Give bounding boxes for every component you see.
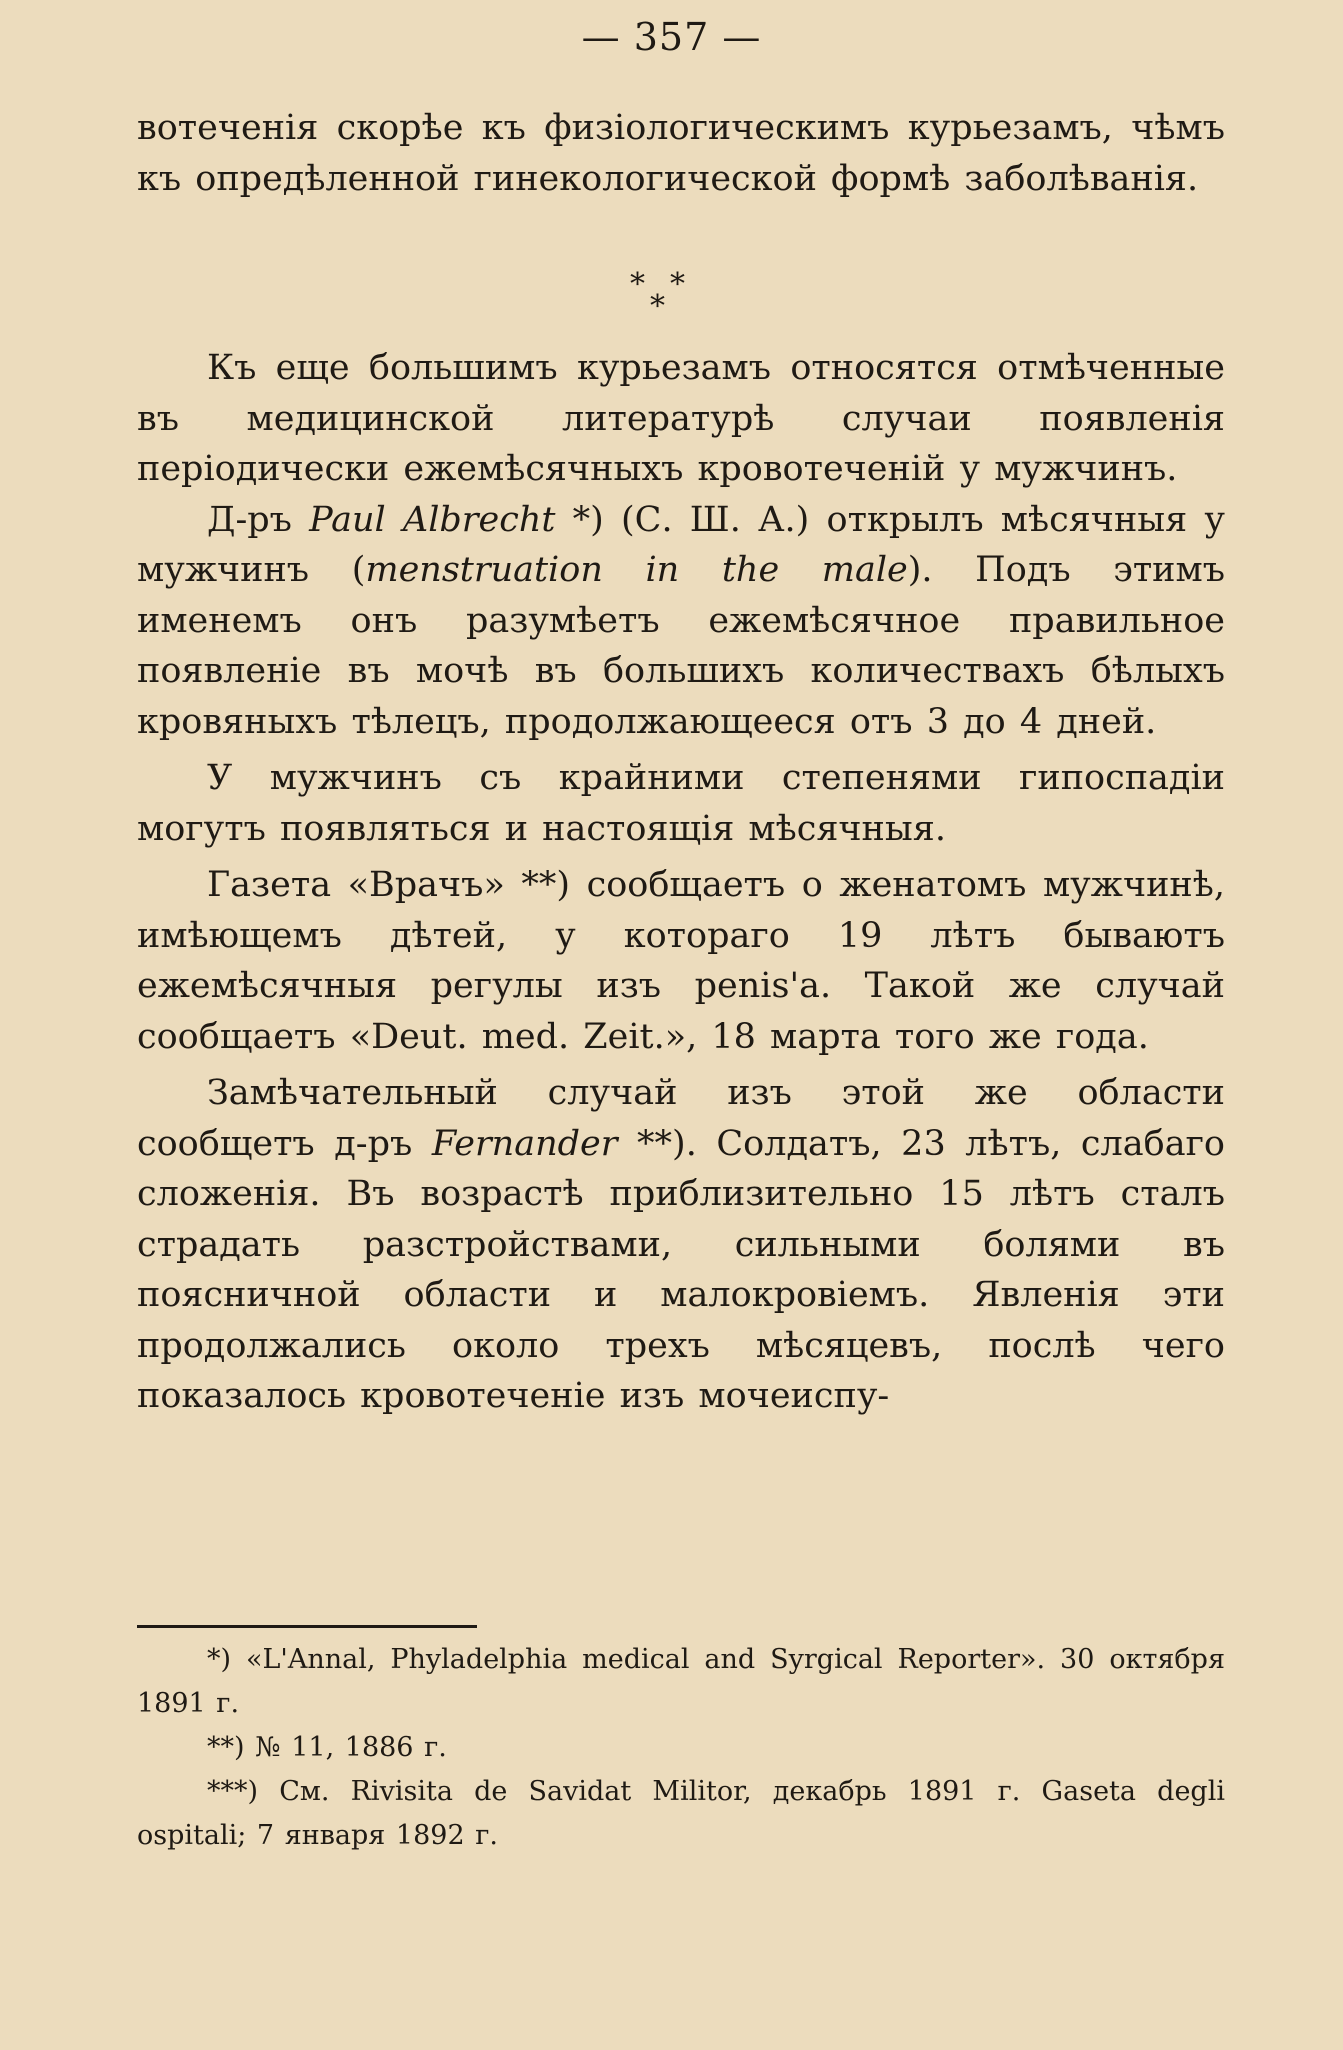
paragraph-3: У мужчинъ съ крайними степенями гипоспадіи могутъ появляться и настоящія мѣсячныя. (137, 758, 1225, 849)
footnote-1: *) «L'Annal, Phyladelphia medical and Syrgical Reporter». 30 октября 1891 г. (137, 1644, 1225, 1719)
author-name-fernander: Fernander (431, 1123, 618, 1164)
footnote-divider (137, 1625, 477, 1628)
footnote-3: ***) См. Rivisita de Savidat Militor, декабрь 1891 г. Gaseta degli ospitali; 7 января 1892 г. (137, 1776, 1225, 1851)
paragraph-5-start: Замѣчательный случай изъ этой же области сообщетъ д-ръ (137, 1073, 1225, 1164)
paragraph-5-end: **). Солдатъ, 23 лѣтъ, слабаго сложенія. Въ возрастѣ приблизительно 15 лѣтъ сталъ страдать разстройствами, сильными болями въ поясничной области и малокровіемъ. Явленія эти продолжались около трехъ мѣсяцевъ, послѣ чего показалось кровотеченіе изъ мочеиспу- (137, 1123, 1225, 1416)
paragraph-2-mid: *) (С. Ш. А.) открылъ мѣсячныя у мужчинъ ( (137, 499, 1225, 590)
paragraph-2-end: ). Подъ этимъ именемъ онъ разумѣетъ ежемѣсячное правильное появленіе въ мочѣ въ большихъ количествахъ бѣлыхъ кровяныхъ тѣлецъ, продолжающееся отъ 3 до 4 дней. (137, 550, 1226, 742)
footnote-2: **) № 11, 1886 г. (207, 1732, 447, 1763)
main-text (137, 343, 1225, 1428)
asterisk: * (630, 267, 645, 302)
paragraph-1: Къ еще большимъ курьезамъ относятся отмѣченные въ медицинской литературѣ случаи появленія періодически ежемѣсячныхъ кровотеченій у мужчинъ. (137, 348, 1225, 489)
paragraph-4: Газета «Врачъ» **) сообщаетъ о женатомъ мужчинѣ, имѣющемъ дѣтей, у котораго 19 лѣтъ бываютъ ежемѣсячныя регулы изъ penis'а. Такой же случай сообщаетъ «Deut. med. Zeit.», 18 марта того же года. (137, 865, 1225, 1057)
asterisk: * (650, 289, 665, 324)
page-number: — 357 — (581, 15, 762, 59)
paragraph-2-start: Д-ръ (207, 499, 310, 540)
footnotes (137, 1638, 1225, 1858)
paragraph-2 (137, 495, 1225, 748)
paragraph-5 (137, 1068, 1225, 1422)
intro-paragraph: вотеченія скорѣе къ физіологическимъ курьезамъ, чѣмъ къ опредѣленной гинекологической формѣ заболѣванія. (137, 108, 1225, 199)
author-name-albrecht: Paul Albrecht (309, 499, 556, 540)
term-menstruation-in-male: menstruation in the male (365, 550, 908, 590)
asterisk: * (670, 267, 685, 302)
asterism-separator (630, 267, 730, 330)
intro-paragraph-block (137, 103, 1225, 204)
